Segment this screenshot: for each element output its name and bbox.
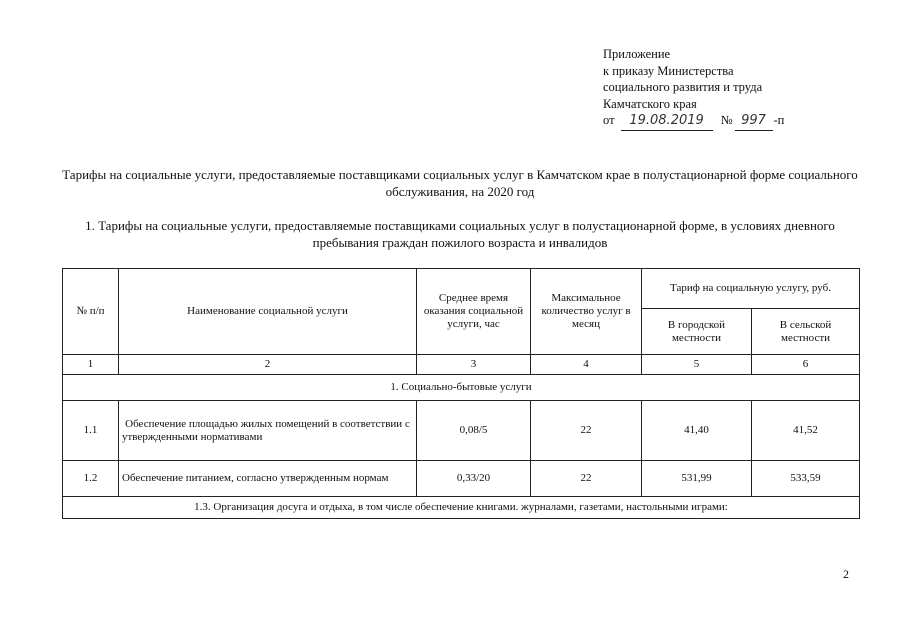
row-service-name: Обеспечение площадью жилых помещений в соответствии с утвержденными нормативами — [119, 401, 417, 461]
page-number: 2 — [843, 567, 849, 581]
column-number: 5 — [642, 355, 752, 375]
column-number: 4 — [531, 355, 642, 375]
column-number-row — [63, 355, 860, 375]
header-avg-time: Среднее время оказания социальной услуги, час — [417, 269, 531, 355]
row-max-qty: 22 — [531, 461, 642, 497]
handwritten-number: 997 — [735, 113, 773, 131]
row-service-name: Обеспечение питанием, согласно утвержденным нормам — [119, 461, 417, 497]
row-max-qty: 22 — [531, 401, 642, 461]
date-prefix: от — [603, 113, 615, 127]
section-subtitle: 1. Тарифы на социальные услуги, предоставляемые поставщиками социальных услуг в полустационарной форме, в условиях дневного пребывания граждан пожилого возраста и инвалидов — [85, 218, 835, 250]
header-max-qty: Максимальное количество услуг в месяц — [531, 269, 642, 355]
column-number: 1 — [63, 355, 119, 375]
appendix-block — [603, 46, 784, 131]
appendix-line: Приложение — [603, 47, 671, 61]
order-date-number-line — [603, 112, 784, 131]
header-tariff: Тариф на социальную услугу, руб. — [642, 269, 860, 309]
number-suffix: -п — [773, 113, 785, 127]
appendix-line: социального развития и труда — [603, 80, 763, 94]
number-prefix: № — [720, 113, 733, 127]
section-title: 1. Социально-бытовые услуги — [63, 375, 860, 401]
header-num: № п/п — [63, 269, 119, 355]
header-urban: В городской местности — [642, 309, 752, 355]
table-row — [63, 401, 860, 461]
column-number: 2 — [119, 355, 417, 375]
header-rural: В сельской местности — [752, 309, 860, 355]
column-number: 6 — [752, 355, 860, 375]
table-row — [63, 497, 860, 519]
header-name: Наименование социальной услуги — [119, 269, 417, 355]
column-number: 3 — [417, 355, 531, 375]
appendix-line: к приказу Министерства — [603, 63, 734, 78]
row-urban-tariff: 531,99 — [642, 461, 752, 497]
row-avg-time: 0,08/5 — [417, 401, 531, 461]
row-rural-tariff: 533,59 — [752, 461, 860, 497]
section-row — [63, 375, 860, 401]
row-rural-tariff: 41,52 — [752, 401, 860, 461]
appendix-line: Камчатского края — [603, 96, 697, 111]
row-num: 1.1 — [63, 401, 119, 461]
table-header-row — [63, 269, 860, 309]
tariffs-table — [62, 268, 860, 519]
row-subsection-title: 1.3. Организация досуга и отдыха, в том числе обеспечение книгами. журналами, газетами, настольными играми: — [63, 497, 860, 519]
table-row — [63, 461, 860, 497]
row-avg-time: 0,33/20 — [417, 461, 531, 497]
row-urban-tariff: 41,40 — [642, 401, 752, 461]
row-num: 1.2 — [63, 461, 119, 497]
document-title: Тарифы на социальные услуги, предоставляемые поставщиками социальных услуг в Камчатском крае в полустационарной форме социального обслуживания, на 2020 год — [62, 167, 858, 199]
handwritten-date: 19.08.2019 — [621, 113, 713, 131]
